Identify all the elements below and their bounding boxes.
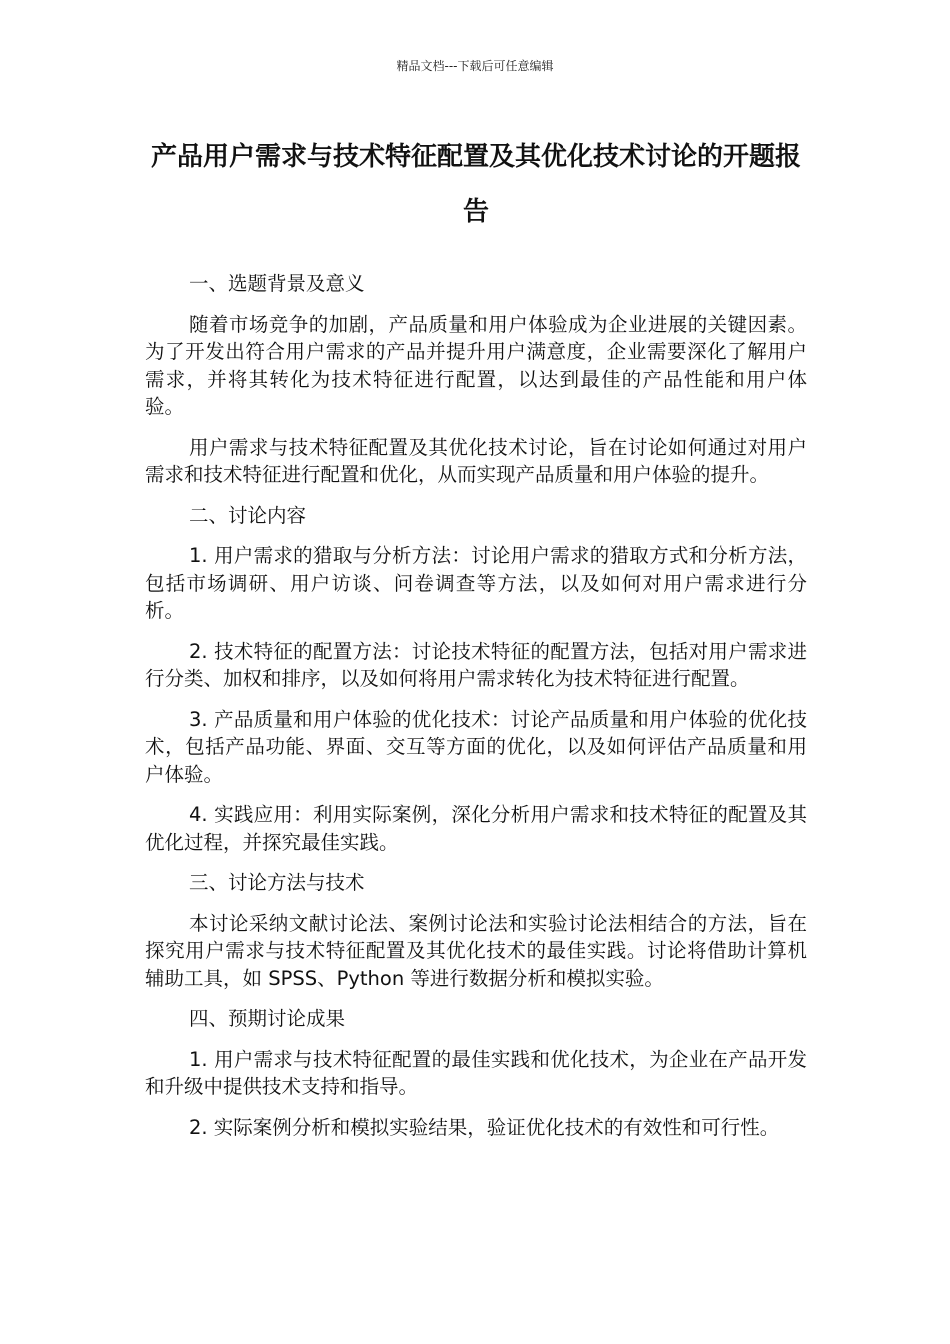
document-body <box>145 270 807 1154</box>
outcome-item-1: 1. 用户需求与技术特征配置的最佳实践和优化技术，为企业在产品开发和升级中提供技术支持和指导。 <box>145 1047 807 1098</box>
document-title: 产品用户需求与技术特征配置及其优化技术讨论的开题报告 <box>150 142 801 227</box>
section-heading-methods: 三、讨论方法与技术 <box>189 871 365 894</box>
content-item-2: 2. 技术特征的配置方法：讨论技术特征的配置方法，包括对用户需求进行分类、加权和排序，以及如何将用户需求转化为技术特征进行配置。 <box>145 639 807 690</box>
outcome-item-2: 2. 实际案例分析和模拟实验结果，验证优化技术的有效性和可行性。 <box>189 1115 780 1139</box>
paragraph-background-1: 随着市场竞争的加剧，产品质量和用户体验成为企业进展的关键因素。为了开发出符合用户需求的产品并提升用户满意度，企业需要深化了解用户需求，并将其转化为技术特征进行配置，以达到最佳的产品性能和用户体验。 <box>145 312 807 418</box>
header-note: 精品文档---下载后可任意编辑 <box>396 59 554 73</box>
content-item-4: 4. 实践应用：利用实际案例，深化分析用户需求和技术特征的配置及其优化过程，并探究最佳实践。 <box>145 803 807 854</box>
section-heading-outcomes: 四、预期讨论成果 <box>189 1007 346 1030</box>
section-heading-background: 一、选题背景及意义 <box>189 272 365 295</box>
content-item-1: 1. 用户需求的猎取与分析方法：讨论用户需求的猎取方式和分析方法，包括市场调研、用户访谈、问卷调查等方法，以及如何对用户需求进行分析。 <box>145 544 807 622</box>
section-heading-content: 二、讨论内容 <box>189 503 307 527</box>
content-item-3: 3. 产品质量和用户体验的优化技术：讨论产品质量和用户体验的优化技术，包括产品功能、界面、交互等方面的优化，以及如何评估产品质量和用户体验。 <box>145 707 807 786</box>
paragraph-methods: 本讨论采纳文献讨论法、案例讨论法和实验讨论法相结合的方法，旨在探究用户需求与技术特征配置及其优化技术的最佳实践。讨论将借助计算机辅助工具，如 SPSS、Python 等进行数据分析和模拟实验。 <box>145 911 807 990</box>
paragraph-background-2: 用户需求与技术特征配置及其优化技术讨论，旨在讨论如何通过对用户需求和技术特征进行配置和优化，从而实现产品质量和用户体验的提升。 <box>145 435 807 486</box>
